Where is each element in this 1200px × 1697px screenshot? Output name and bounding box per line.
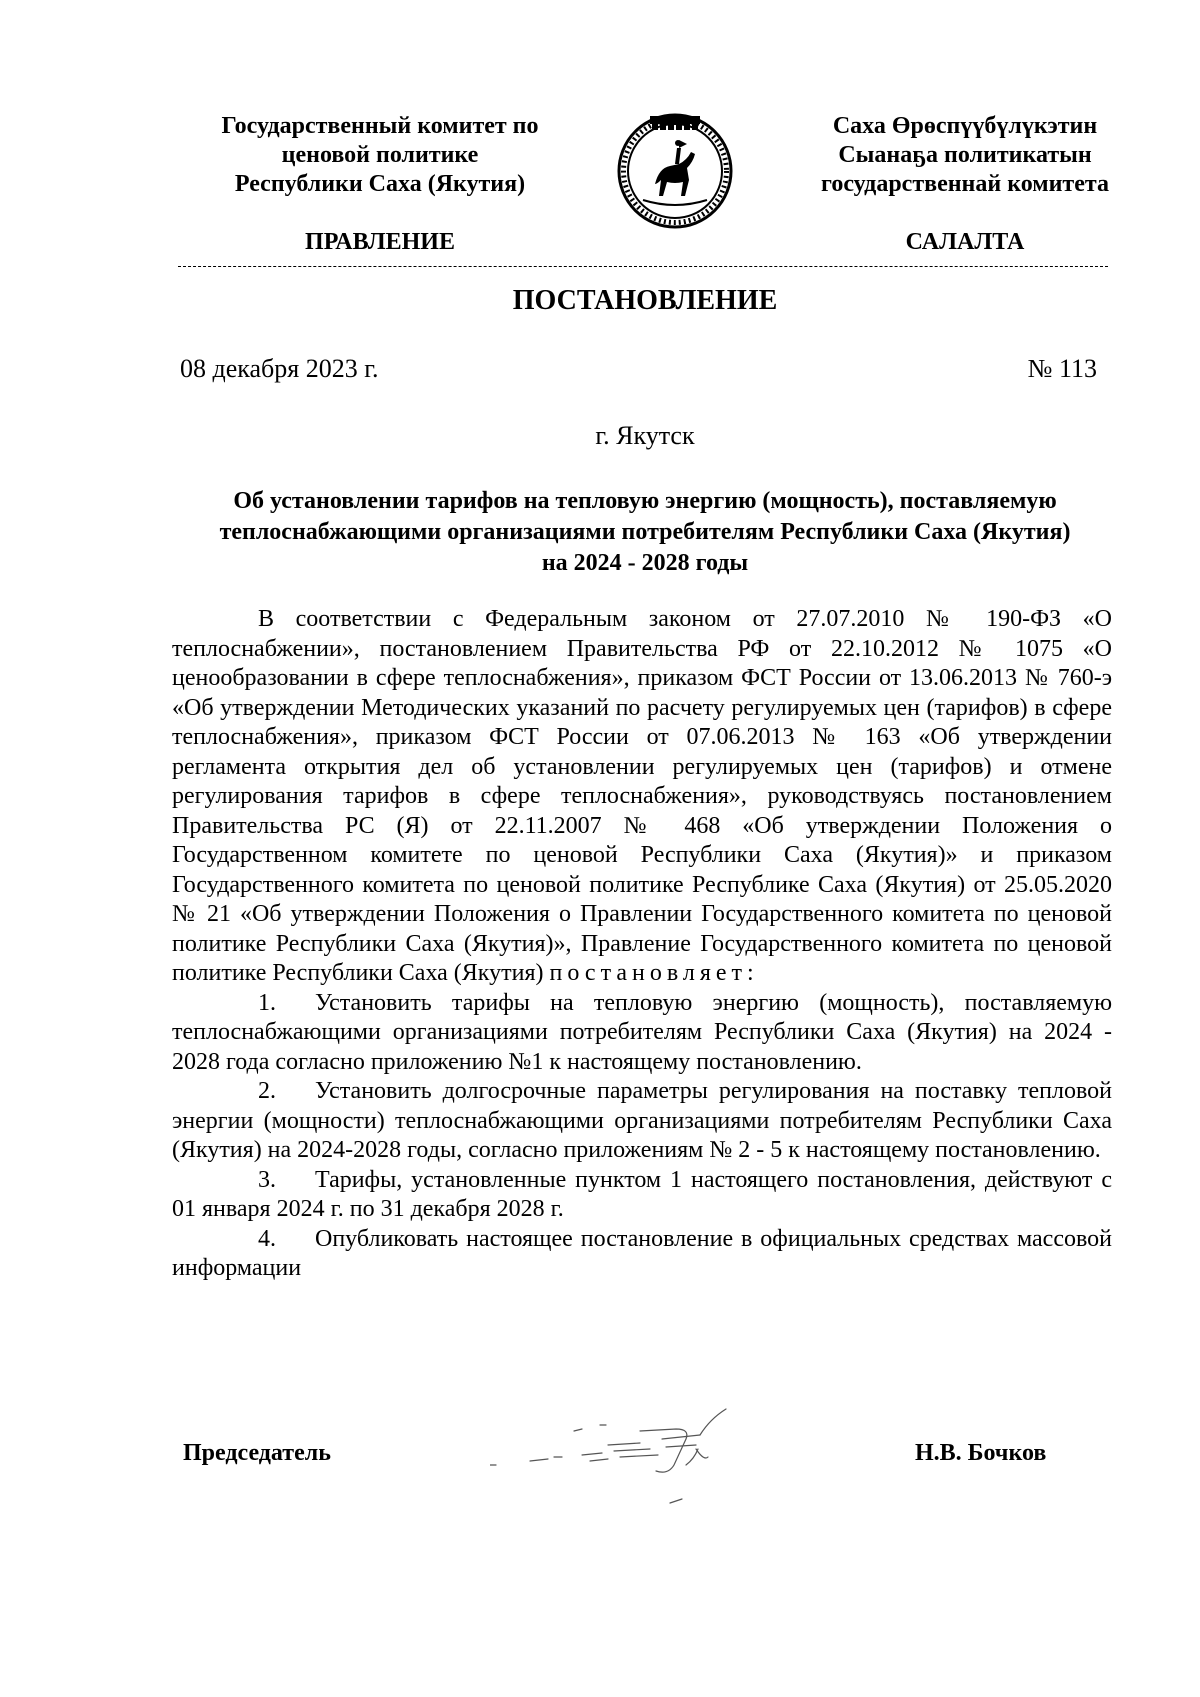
header-left-line: Республики Саха (Якутия) [234,171,526,197]
header-right-line: государственнай комитета [821,171,1109,197]
header-left-org [190,112,570,199]
header-right-line: Сыанаҕа политикатын [838,142,1092,168]
header-divider [178,266,1108,267]
document-body [172,605,1112,1284]
header-left-line: Государственный комитет по [221,113,539,139]
preamble-paragraph [172,605,1112,989]
item-number: 1. [258,989,276,1016]
item-text: Установить долгосрочные параметры регулирования на поставку тепловой энергии (мощности) теплоснабжающими организациями потребителям Республики Саха (Якутия) на 2024-2028 годы, согласно приложениям № 2 - 5 к настоящему постановлению. [172,1078,1112,1163]
item-number: 3. [258,1166,276,1193]
header-right-org [800,112,1130,199]
list-item [172,1166,1112,1225]
list-item [172,1225,1112,1284]
document-title-line: на 2024 - 2028 годы [541,550,749,576]
header-left-line: ценовой политике [281,142,479,168]
signatory-role: Председатель [183,1440,331,1466]
document-city: г. Якутск [595,421,695,450]
handwritten-signature-icon [490,1395,790,1510]
item-text: Опубликовать настоящее постановление в официальных средствах массовой информации [172,1225,1112,1281]
document-type: ПОСТАНОВЛЕНИЕ [512,285,778,316]
list-item [172,1077,1112,1166]
item-number: 4. [258,1225,276,1252]
document-title-line: Об установлении тарифов на тепловую энергию (мощность), поставляемую [233,488,1057,514]
item-text: Тарифы, установленные пунктом 1 настоящего постановления, действуют с 01 января 2024 г. по 31 декабря 2028 г. [172,1166,1112,1222]
item-number: 2. [258,1078,276,1104]
document-date: 08 декабря 2023 г. [180,354,379,383]
coat-of-arms-emblem-icon [615,110,735,232]
resolves-text: постановляет: [549,960,759,986]
document-number: № 113 [1027,354,1097,383]
document-title-line: теплоснабжающими организациями потребителям Республики Саха (Якутия) [219,519,1071,545]
item-text: Установить тарифы на тепловую энергию (мощность), поставляемую теплоснабжающими организациями потребителям Республики Саха (Якутия) на 2024 - 2028 года согласно приложению №1 к настоящему постановлению. [172,989,1112,1075]
signatory-name: Н.В. Бочков [915,1440,1047,1466]
header-left-subtitle: ПРАВЛЕНИЕ [305,229,455,255]
header-right-subtitle: САЛАЛТА [905,229,1025,255]
document-title [170,486,1120,579]
preamble-text: В соответствии с Федеральным законом от 27.07.2010 № 190-ФЗ «О теплоснабжении», постановлением Правительства РФ от 22.10.2012 № 1075 «О ценообразовании в сфере теплоснабжения», приказом ФСТ России от 13.06.2013 № 760-э «Об утверждении Методических указаний по расчету регулируемых цен (тарифов) в сфере теплоснабжения», приказом ФСТ России от 07.06.2013 № 163 «Об утверждении регламента открытия дел об установлении регулируемых цен (тарифов) и отмене регулирования тарифов в сфере теплоснабжения», руководствуясь постановлением Правительства РС (Я) от 22.11.2007 № 468 «Об утверждении Положения о Государственном комитете по ценовой Республики Саха (Якутия)» и приказом Государственного комитета по ценовой политике Республике Саха (Якутия) от 25.05.2020 № 21 «Об утверждении Положения о Правлении Государственного комитета по ценовой политике Республики Саха (Якутия)», Правление Государственного комитета по ценовой политике Республики Саха (Якутия) [172,606,1112,986]
header-right-line: Саха Өрөспүүбүлүкэтин [832,113,1098,139]
list-item [172,989,1112,1078]
